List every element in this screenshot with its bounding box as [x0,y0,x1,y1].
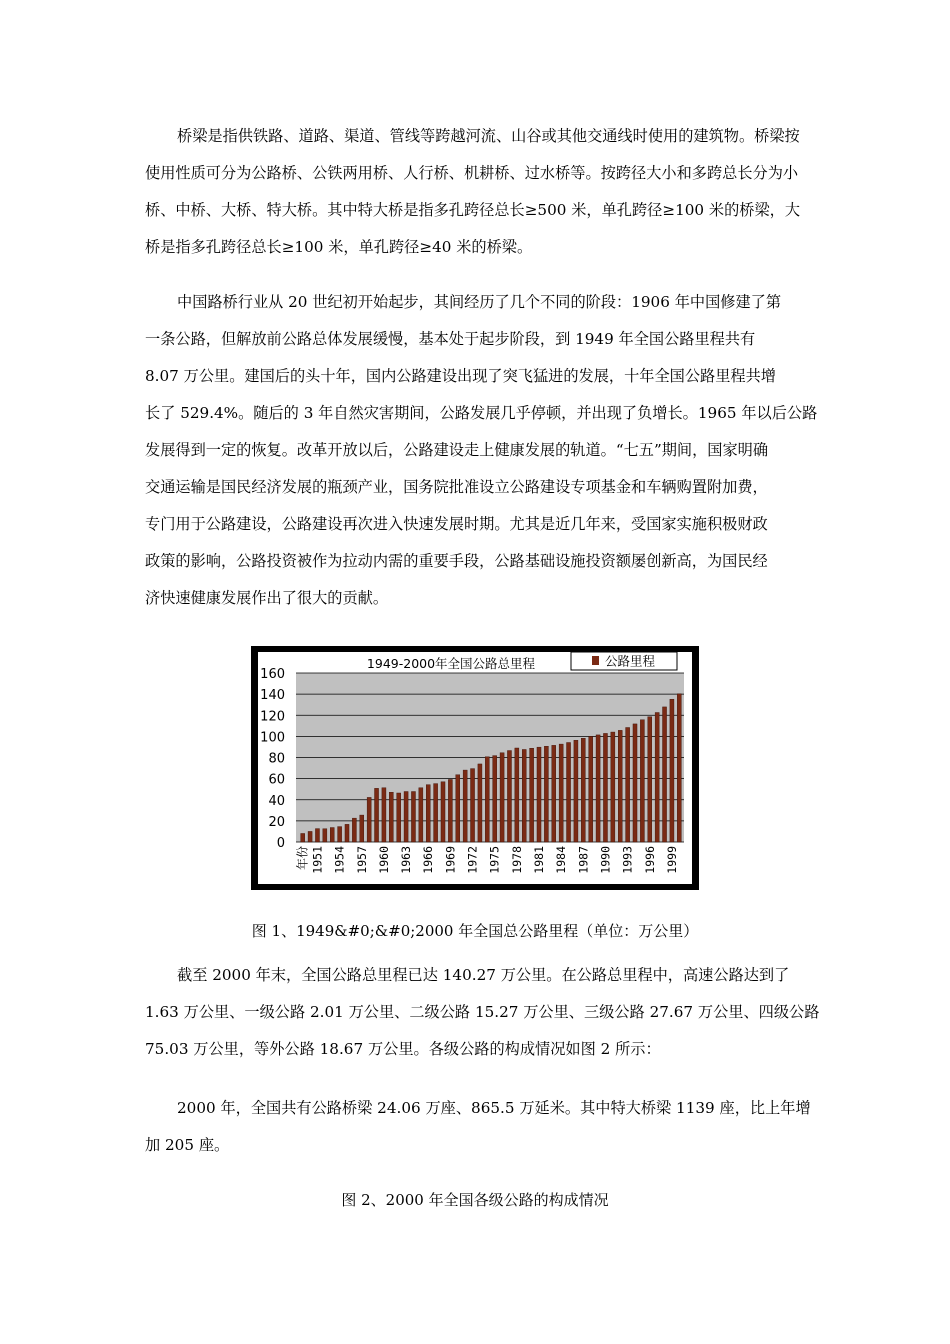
paragraph-industry-history [145,284,842,617]
paragraph-line: 一条公路，但解放前公路总体发展缓慢，基本处于起步阶段，到 1949 年全国公路里程共有 [145,330,756,348]
bar [382,788,386,842]
x-tick-label: 1975 [487,846,502,874]
paragraph-line: 75.03 万公里，等外公路 18.67 万公里。各级公路的构成情况如图 2 所示： [145,1040,661,1058]
bar [648,717,652,842]
bar [315,829,319,842]
y-tick-label: 80 [268,751,285,767]
y-tick-label: 20 [268,814,285,830]
paragraph-line: 加 205 座。 [145,1136,230,1154]
x-tick-label: 1996 [642,846,657,874]
bar [596,735,600,842]
x-tick-label: 1990 [598,846,613,874]
bar [360,815,364,842]
paragraph-line: 桥梁是指供铁路、道路、渠道、管线等跨越河流、山谷或其他交通线时使用的建筑物。桥梁按 [177,127,800,145]
y-tick-label: 60 [268,772,285,788]
paragraph-line: 中国路桥行业从 20 世纪初开始起步，其间经历了几个不同的阶段：1906 年中国修建了第 [177,293,782,311]
x-tick-label: 1978 [509,846,524,874]
y-tick-label: 40 [268,793,285,809]
bar [537,747,541,842]
figure1-caption: 图 1、1949&#0;&#0;2000 年全国总公路里程（单位：万公里） [251,922,699,940]
bar [574,740,578,842]
bar [389,792,393,842]
y-tick-label: 160 [260,667,285,682]
bar [426,785,430,842]
bar [663,707,667,842]
bar [633,724,637,842]
paragraph-bridges-2000 [145,1090,842,1164]
bar [352,818,356,842]
paragraph-line: 济快速健康发展作出了很大的贡献。 [145,589,388,607]
x-tick-label: 1954 [332,846,347,874]
bar [411,792,415,842]
bar [478,764,482,842]
x-axis-label: 年份 [295,846,310,871]
bar [419,788,423,842]
paragraph-line: 截至 2000 年末，全国公路总里程已达 140.27 万公里。在公路总里程中，高速公路达到了 [177,966,790,984]
paragraph-mileage-2000 [145,957,842,1068]
x-tick-label: 1987 [576,846,591,874]
bar [434,784,438,842]
bar [559,744,563,842]
bar [611,732,615,842]
bar [456,775,460,842]
x-tick-label: 1963 [399,846,414,874]
bar [670,699,674,842]
x-tick-label: 1981 [532,846,546,874]
bar [345,824,349,842]
paragraph-bridge-definition [145,118,842,266]
paragraph-line: 使用性质可分为公路桥、公铁两用桥、人行桥、机耕桥、过水桥等。按跨径大小和多跨总长分为小 [145,164,799,182]
bar [323,829,327,842]
bar [522,749,526,842]
x-tick-label: 1999 [664,846,679,874]
x-tick-label: 1957 [354,846,369,874]
bar [603,733,607,842]
bar [677,694,681,842]
bar [589,736,593,842]
x-tick-label: 1960 [376,846,391,874]
bar [515,748,519,842]
x-tick-label: 1993 [620,846,635,874]
legend-label: 公路里程 [605,653,656,669]
paragraph-line: 8.07 万公里。建国后的头十年，国内公路建设出现了突飞猛进的发展，十年全国公路里程共增 [145,367,776,385]
paragraph-line: 政策的影响，公路投资被作为拉动内需的重要手段，公路基础设施投资额屡创新高，为国民经 [145,552,768,570]
x-tick-label: 1951 [310,846,325,874]
paragraph-line: 发展得到一定的恢复。改革开放以后，公路建设走上健康发展的轨道。“七五”期间，国家明确 [145,441,769,459]
figure2-caption: 图 2、2000 年全国各级公路的构成情况 [341,1191,609,1209]
bar [471,769,475,842]
paragraph-line: 2000 年，全国共有公路桥梁 24.06 万座、865.5 万延米。其中特大桥梁 1139 座，比上年增 [177,1099,811,1117]
paragraph-line: 长了 529.4%。随后的 3 年自然灾害期间，公路发展几乎停顿，并出现了负增长。1965 年以后公路 [145,404,818,422]
paragraph-line: 交通运输是国民经济发展的瓶颈产业，国务院批准设立公路建设专项基金和车辆购置附加费， [145,478,768,496]
bar [448,779,452,842]
bar [530,748,534,842]
bar [338,827,342,842]
bar [581,738,585,842]
bar [463,770,467,842]
x-tick-label: 1966 [421,846,436,874]
bar [485,757,489,842]
bar [640,720,644,842]
paragraph-line: 桥、中桥、大桥、特大桥。其中特大桥是指多孔跨径总长≥500 米，单孔跨径≥100 米的桥梁，大 [145,201,801,219]
road-mileage-chart [251,646,699,890]
bar [404,792,408,842]
bar [626,728,630,842]
bar [507,751,511,842]
bar [544,746,548,842]
paragraph-line: 桥是指多孔跨径总长≥100 米，单孔跨径≥40 米的桥梁。 [145,238,533,256]
paragraph-line: 专门用于公路建设，公路建设再次进入快速发展时期。尤其是近几年来，受国家实施积极财政 [145,515,768,533]
x-tick-label: 1969 [443,846,458,874]
x-tick-label: 1984 [554,846,569,874]
bar [308,831,312,842]
legend-swatch [592,656,599,665]
chart-svg [251,646,699,890]
bar [441,782,445,842]
bar [655,713,659,842]
y-tick-label: 100 [260,730,285,746]
chart-title: 1949-2000年全国公路总里程 [366,656,536,671]
bar [500,753,504,842]
y-tick-label: 120 [260,709,285,725]
x-tick-label: 1972 [465,846,480,874]
y-tick-label: 140 [260,688,285,704]
bar [493,756,497,842]
bar [397,793,401,842]
bar [330,828,334,842]
bar [367,797,371,842]
bar [567,743,571,842]
bar [301,833,305,842]
bar [552,745,556,842]
paragraph-line: 1.63 万公里、一级公路 2.01 万公里、二级公路 15.27 万公里、三级公路 27.67 万公里、四级公路 [145,1003,820,1021]
y-tick-label: 0 [276,836,285,851]
bar [618,730,622,842]
bar [375,788,379,842]
